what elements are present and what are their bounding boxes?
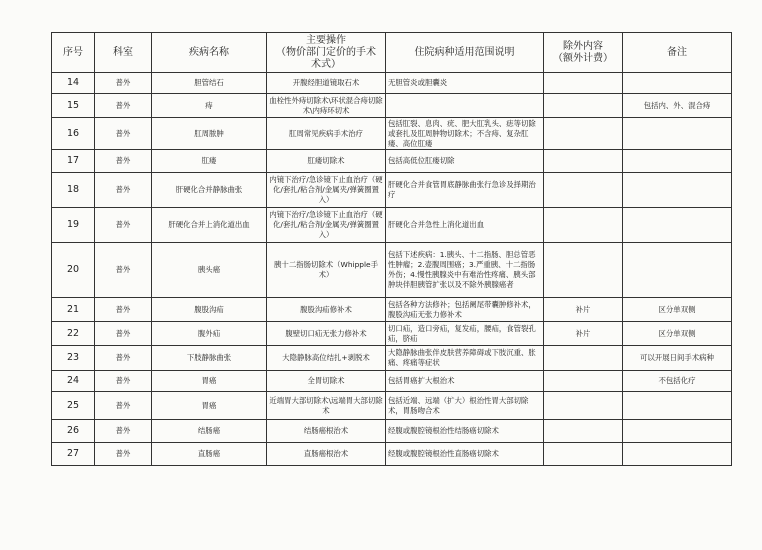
cell-disease: 结肠癌 <box>152 420 267 443</box>
cell-scope: 无胆管炎或胆囊炎 <box>386 73 544 94</box>
header-no: 序号 <box>52 33 95 73</box>
table-row <box>52 371 732 392</box>
table-row <box>52 94 732 118</box>
cell-dept: 普外 <box>95 322 152 346</box>
header-exclusion <box>544 33 623 73</box>
cell-remark: 区分单双侧 <box>623 298 732 322</box>
cell-operation: 近端胃大部切除术\远端胃大部切除术 <box>267 392 386 420</box>
table-row <box>52 443 732 466</box>
table-row <box>52 346 732 371</box>
cell-exclusion <box>544 173 623 208</box>
cell-disease: 肝硬化合并静脉曲张 <box>152 173 267 208</box>
table-row <box>52 298 732 322</box>
cell-dept: 普外 <box>95 346 152 371</box>
cell-dept: 普外 <box>95 298 152 322</box>
cell-scope: 包括胃癌扩大根治术 <box>386 371 544 392</box>
cell-remark <box>623 208 732 243</box>
cell-disease: 肛瘘 <box>152 150 267 173</box>
table-row <box>52 392 732 420</box>
cell-disease: 胰头癌 <box>152 243 267 298</box>
cell-remark <box>623 392 732 420</box>
cell-no: 23 <box>52 346 95 371</box>
cell-dept: 普外 <box>95 73 152 94</box>
cell-dept: 普外 <box>95 243 152 298</box>
cell-operation: 肛瘘切除术 <box>267 150 386 173</box>
cell-scope: 经腹或腹腔镜根治性直肠癌切除术 <box>386 443 544 466</box>
cell-no: 25 <box>52 392 95 420</box>
cell-disease: 胃癌 <box>152 392 267 420</box>
cell-disease: 胆管结石 <box>152 73 267 94</box>
cell-remark <box>623 420 732 443</box>
cell-scope: 包括各种方法修补；包括阑尾带囊肿修补术，腹股沟疝无张力修补术 <box>386 298 544 322</box>
cell-scope: 包括肛裂、息肉、疣、肥大肛乳头、痣等切除或套扎及肛周肿物切除术；不含痔、复杂肛瘘、高位肛瘘 <box>386 118 544 150</box>
fee-schedule-sheet <box>51 32 732 466</box>
cell-remark <box>623 118 732 150</box>
cell-scope: 包括高低位肛瘘切除 <box>386 150 544 173</box>
cell-remark: 区分单双侧 <box>623 322 732 346</box>
header-exclusion-line1: 除外内容 <box>563 40 603 52</box>
cell-disease: 腹股沟疝 <box>152 298 267 322</box>
cell-exclusion: 补片 <box>544 298 623 322</box>
cell-exclusion <box>544 371 623 392</box>
cell-scope: 肝硬化合并食管胃底静脉曲张行急诊及择期治疗 <box>386 173 544 208</box>
header-operation <box>267 33 386 73</box>
cell-remark: 不包括化疗 <box>623 371 732 392</box>
cell-disease: 直肠癌 <box>152 443 267 466</box>
header-remark: 备注 <box>623 33 732 73</box>
cell-dept: 普外 <box>95 392 152 420</box>
cell-disease: 痔 <box>152 94 267 118</box>
cell-no: 27 <box>52 443 95 466</box>
cell-no: 14 <box>52 73 95 94</box>
table-row <box>52 208 732 243</box>
cell-operation: 全胃切除术 <box>267 371 386 392</box>
cell-scope <box>386 94 544 118</box>
cell-operation: 结肠癌根治术 <box>267 420 386 443</box>
header-exclusion-line2: （额外计费） <box>553 52 613 64</box>
header-dept: 科室 <box>95 33 152 73</box>
cell-disease: 腹外疝 <box>152 322 267 346</box>
header-operation-line3: 术式） <box>311 58 341 70</box>
table-row <box>52 118 732 150</box>
cell-exclusion <box>544 94 623 118</box>
header-scope: 住院病种适用范围说明 <box>386 33 544 73</box>
cell-dept: 普外 <box>95 173 152 208</box>
cell-scope: 包括近端、远端（扩大）根治性胃大部切除术，胃肠吻合术 <box>386 392 544 420</box>
cell-disease: 下肢静脉曲张 <box>152 346 267 371</box>
disease-fee-table <box>51 32 732 466</box>
cell-operation: 内镜下治疗/急诊镜下止血治疗（硬化/套扎/粘合剂/金属夹/弹簧圈置入） <box>267 208 386 243</box>
cell-disease: 肝硬化合并上消化道出血 <box>152 208 267 243</box>
cell-operation: 腹壁切口疝无张力修补术 <box>267 322 386 346</box>
cell-exclusion <box>544 392 623 420</box>
header-row <box>52 33 732 73</box>
cell-operation: 直肠癌根治术 <box>267 443 386 466</box>
cell-exclusion <box>544 443 623 466</box>
cell-no: 17 <box>52 150 95 173</box>
header-disease: 疾病名称 <box>152 33 267 73</box>
cell-remark <box>623 150 732 173</box>
cell-exclusion <box>544 150 623 173</box>
cell-no: 26 <box>52 420 95 443</box>
cell-scope: 切口疝，造口旁疝，复发疝，腰疝，食管裂孔疝，脐疝 <box>386 322 544 346</box>
cell-operation: 肛周常见疾病手术治疗 <box>267 118 386 150</box>
cell-remark <box>623 243 732 298</box>
cell-no: 22 <box>52 322 95 346</box>
cell-operation: 开腹经胆道镜取石术 <box>267 73 386 94</box>
cell-dept: 普外 <box>95 118 152 150</box>
cell-remark: 可以开展日间手术病种 <box>623 346 732 371</box>
table-row <box>52 420 732 443</box>
cell-disease: 肛周脓肿 <box>152 118 267 150</box>
cell-dept: 普外 <box>95 208 152 243</box>
cell-scope: 经腹或腹腔镜根治性结肠癌切除术 <box>386 420 544 443</box>
cell-remark <box>623 73 732 94</box>
table-row <box>52 73 732 94</box>
cell-no: 16 <box>52 118 95 150</box>
cell-disease: 胃癌 <box>152 371 267 392</box>
cell-exclusion <box>544 346 623 371</box>
cell-operation: 大隐静脉高位结扎+剥脱术 <box>267 346 386 371</box>
table-row <box>52 150 732 173</box>
cell-exclusion <box>544 420 623 443</box>
cell-exclusion: 补片 <box>544 322 623 346</box>
cell-remark <box>623 173 732 208</box>
table-row <box>52 243 732 298</box>
cell-no: 20 <box>52 243 95 298</box>
header-operation-line1: 主要操作 <box>306 34 346 46</box>
cell-dept: 普外 <box>95 371 152 392</box>
cell-no: 21 <box>52 298 95 322</box>
cell-operation: 胰十二指肠切除术（Whipple手术） <box>267 243 386 298</box>
cell-dept: 普外 <box>95 94 152 118</box>
cell-dept: 普外 <box>95 150 152 173</box>
cell-exclusion <box>544 208 623 243</box>
cell-exclusion <box>544 73 623 94</box>
cell-no: 24 <box>52 371 95 392</box>
cell-no: 19 <box>52 208 95 243</box>
table-row <box>52 322 732 346</box>
cell-operation: 血栓性外痔切除术\环状混合痔切除术\内痔环切术 <box>267 94 386 118</box>
cell-scope: 肝硬化合并急性上消化道出血 <box>386 208 544 243</box>
table-row <box>52 173 732 208</box>
cell-operation: 内镜下治疗/急诊镜下止血治疗（硬化/套扎/粘合剂/金属夹/弹簧圈置入） <box>267 173 386 208</box>
header-operation-line2: （物价部门定价的手术 <box>276 46 376 58</box>
cell-operation: 腹股沟疝修补术 <box>267 298 386 322</box>
cell-dept: 普外 <box>95 420 152 443</box>
cell-scope: 包括下述疾病：1.胰头、十二指肠、胆总管恶性肿瘤；2.壶腹周围癌；3.严重胰、十二指肠外伤；4.慢性胰腺炎中有难治性疼痛、胰头部肿块伴胆胰管扩张以及不除外胰腺癌者 <box>386 243 544 298</box>
cell-exclusion <box>544 118 623 150</box>
cell-scope: 大隐静脉曲张伴皮肤营养障碍或下肢沉重、胀痛、疼痛等症状 <box>386 346 544 371</box>
cell-dept: 普外 <box>95 443 152 466</box>
cell-remark <box>623 443 732 466</box>
cell-no: 18 <box>52 173 95 208</box>
cell-no: 15 <box>52 94 95 118</box>
cell-exclusion <box>544 243 623 298</box>
cell-remark: 包括内、外、混合痔 <box>623 94 732 118</box>
